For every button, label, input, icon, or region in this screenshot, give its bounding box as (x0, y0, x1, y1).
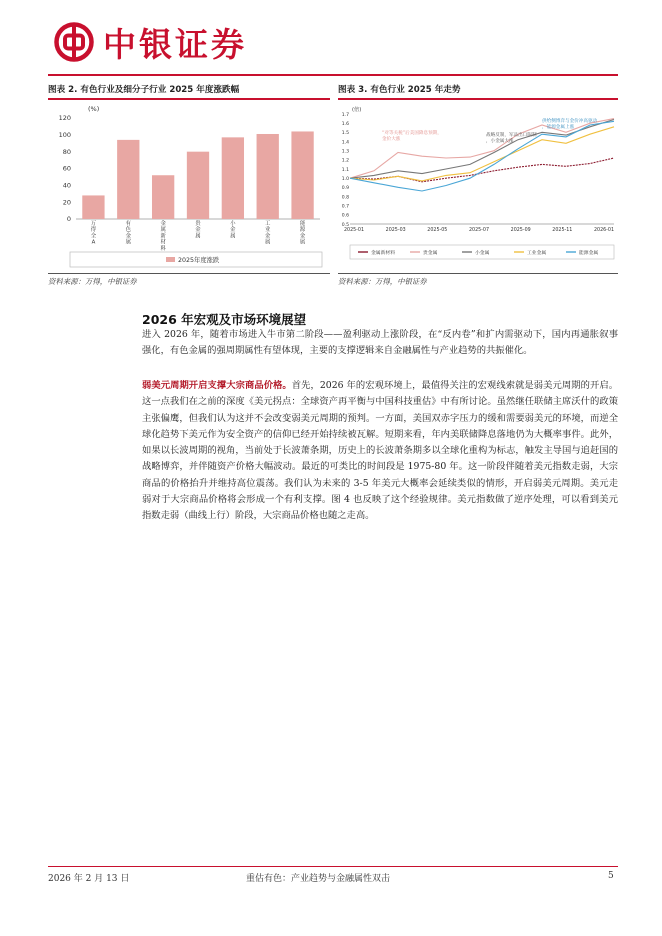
footer-rule (48, 866, 618, 867)
legend-label: 贵金属 (423, 251, 438, 256)
x-tick-label: 工业金属 (265, 221, 271, 246)
figure3-source-rule (338, 273, 618, 274)
bar-万得全A (82, 195, 104, 219)
page-header (0, 0, 662, 80)
paragraph-body: 首先，2026 年的宏观环境上，最值得关注的宏观线索就是弱美元周期的开启。这一点我们在之前的深度《美元拐点：全球资产再平衡与中国科技重估》中有所讨论。虽然继任联储主席沃什的政策主张偏鹰，但我们认为这并不会改变弱美元周期的预判。一方面，美国双赤字压力的缓和需要弱美元的环境，而逆全球化趋势下美元作为安全资产的信仰已经开始持续被瓦解。短期来看，年内美联储降息落地仍为大概率事件。此外，如果以长波周期的视角，当前处于长波萧条期，历史上的长波萧条期多以全球化重构为标志，触发主导国与追赶国的战略博弈，并伴随资产价格大幅波动。最近的可类比的时间段是 1975-80 年。这一阶段伴随着美元指数走弱，大宗商品的价格抬升并维持高位震荡。我们认为未来的 3-5 年美元大概率会延续类似的情形，开启弱美元周期。美元走弱对于大宗商品价格将会形成一个有利支撑。图 4 也反映了这个经验规律。美元指数做了逆序处理，可以看到美元指数走弱（曲线上行）阶段，大宗商品价格也随之走高。 (142, 380, 618, 522)
bar-能源金属 (291, 131, 313, 219)
series-line-小金属 (350, 120, 614, 179)
bar-金属新材料 (152, 175, 174, 219)
y-axis-unit-label: (倍) (352, 107, 362, 113)
figure2-title: 图表 2. 有色行业及细分子行业 2025 年度涨跌幅 (48, 85, 240, 95)
y-tick-label: 1.2 (341, 158, 349, 164)
series-line-金属新材料 (350, 158, 614, 182)
bar-贵金属 (187, 152, 209, 219)
paragraph-intro: 进入 2026 年，随着市场进入牛市第二阶段——盈利驱动上涨阶段，在“反内卷”和扩内需驱动下，国内再通胀叙事强化，有色金属的强周期属性有望体现，主要的支撑逻辑来自金融属性与产业趋势的共振催化。 (142, 329, 618, 357)
bank-of-china-logo-icon (54, 22, 94, 62)
y-axis-unit-label: (%) (88, 105, 100, 113)
x-tick-label: 2025-03 (385, 228, 406, 233)
x-tick-label: 2026-01 (593, 228, 615, 233)
y-tick-label: 1.4 (341, 140, 349, 146)
x-tick-label: 贵金属 (195, 221, 201, 240)
y-tick-label: 1.6 (341, 121, 349, 127)
x-tick-label: 能源金属 (299, 221, 306, 246)
y-tick-label: 120 (58, 114, 71, 123)
chart-annotation: 战略反制，军品出口限制，小金属大涨 (486, 133, 537, 144)
x-tick-label: 2025-09 (510, 228, 531, 233)
y-tick-label: 0.8 (341, 195, 349, 201)
series-line-贵金属 (350, 119, 614, 179)
section-title: 2026 年宏观及市场环境展望 (142, 312, 307, 327)
x-tick-label: 金属新材料 (160, 221, 166, 252)
footer-date: 2026 年 2 月 13 日 (48, 874, 130, 884)
y-tick-label: 1.1 (341, 167, 349, 173)
header-rule (48, 74, 618, 76)
y-tick-label: 0.7 (341, 204, 349, 210)
y-tick-label: 20 (62, 198, 71, 207)
legend-swatch (166, 257, 175, 262)
chart-annotation: 供给侧博弈与金价冲高驱动，能源金属上涨 (542, 119, 598, 130)
y-tick-label: 1.7 (341, 112, 349, 118)
bar-工业金属 (257, 134, 279, 219)
figure3-source: 资料来源：万得，中银证券 (338, 277, 427, 286)
bar-有色金属 (117, 140, 139, 219)
y-tick-label: 100 (58, 131, 71, 140)
legend-label: 2025年度涨跌 (178, 257, 220, 264)
x-tick-label: 2025-11 (552, 228, 573, 233)
x-tick-label: 小金属 (230, 221, 236, 240)
x-tick-label: 有色金属 (125, 221, 131, 246)
paragraph-lead: 弱美元周期开启支撑大宗商品价格。 (142, 380, 292, 391)
figure2-source-rule (48, 273, 330, 274)
y-tick-label: 40 (62, 181, 71, 190)
figure3-line-chart (338, 100, 618, 272)
x-tick-label: 万得全 A (90, 221, 97, 246)
y-tick-label: 0.6 (341, 213, 349, 219)
y-tick-label: 0.9 (341, 186, 349, 192)
legend-label: 金属新材料 (371, 251, 395, 256)
x-tick-label: 2025-05 (427, 228, 448, 233)
paragraph-weak-dollar (142, 378, 618, 525)
x-tick-label: 2025-01 (343, 228, 365, 233)
y-tick-label: 0.5 (341, 222, 349, 228)
bar-小金属 (222, 137, 244, 219)
legend-label: 工业金属 (527, 251, 547, 256)
footer-report-title: 重估有色：产业趋势与金融属性双击 (246, 874, 391, 884)
brand-name: 中银证券 (103, 25, 247, 64)
y-tick-label: 1.3 (341, 149, 349, 155)
figure2-source: 资料来源：万得，中银证券 (48, 277, 137, 286)
legend-label: 小金属 (475, 251, 490, 256)
figure2-bar-chart (48, 100, 330, 272)
x-tick-label: 2025-07 (468, 228, 490, 233)
y-tick-label: 1.5 (341, 131, 349, 137)
legend-label: 能源金属 (579, 251, 599, 256)
y-tick-label: 0 (66, 215, 71, 224)
chart-annotation: “对等关税”后美国降息预期，金价大涨 (382, 131, 442, 142)
y-tick-label: 1.0 (341, 176, 349, 182)
footer-page-number: 5 (608, 871, 614, 881)
y-tick-label: 60 (62, 164, 71, 173)
figure3-title: 图表 3. 有色行业 2025 年走势 (338, 85, 461, 95)
y-tick-label: 80 (62, 147, 71, 156)
